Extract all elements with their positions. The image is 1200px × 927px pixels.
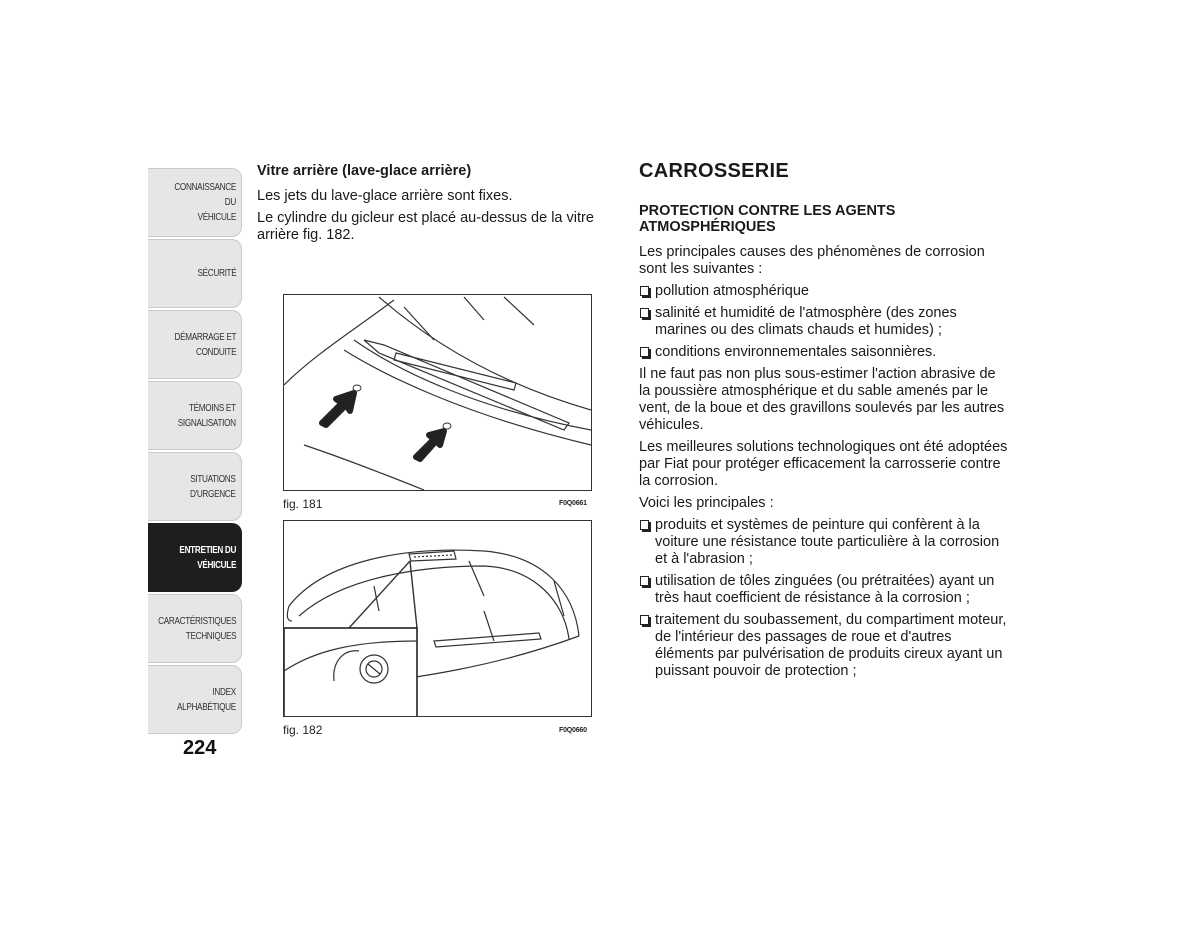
left-column bbox=[257, 163, 612, 249]
list-item bbox=[639, 283, 1009, 300]
figure-182-washer-cylinder bbox=[283, 520, 592, 717]
rear-window-illustration bbox=[284, 521, 591, 716]
paragraph: Les principales causes des phénomènes de corrosion sont les suivantes : bbox=[639, 244, 985, 277]
tab-label: SÉCURITÉ bbox=[197, 268, 236, 279]
paragraph: Il ne faut pas non plus sous-estimer l'action abrasive de la poussière atmosphérique et du sable amenés par le vent, de la boue et des gravillons soulevés par les autres véhicules. bbox=[639, 366, 1005, 433]
tab-label: CARACTÉRISTIQUES TECHNIQUES bbox=[157, 615, 236, 642]
figure-181-washer-jets bbox=[283, 294, 592, 491]
list-item-text: salinité et humidité de l'atmosphère (des zones marines ou des climats chauds et humides) ; bbox=[655, 305, 957, 338]
section-title: CARROSSERIE bbox=[639, 160, 789, 182]
tab-caracteristiques-techniques[interactable] bbox=[148, 594, 242, 663]
tab-temoins-et-signalisation[interactable] bbox=[148, 381, 242, 450]
paragraph: Les jets du lave-glace arrière sont fixes. bbox=[257, 188, 513, 204]
arrow-icon-1 bbox=[322, 393, 354, 425]
tab-label: TÉMOINS ET SIGNALISATION bbox=[177, 402, 236, 429]
tab-entretien-du-vehicule[interactable] bbox=[148, 523, 242, 592]
checkbox-bullet-icon bbox=[640, 576, 649, 586]
tab-connaissance-du-vehicule[interactable] bbox=[148, 168, 242, 237]
arrow-icon-2 bbox=[416, 431, 444, 459]
tab-label: ENTRETIEN DU VÉHICULE bbox=[179, 544, 236, 571]
list-item-text: traitement du soubassement, du compartiment moteur, de l'intérieur des passages de roue et d'autres éléments par pulvérisation de produits cireux ayant un puissant pouvoir de protection ; bbox=[655, 612, 1007, 679]
checkbox-bullet-icon bbox=[640, 615, 649, 625]
list-item bbox=[639, 573, 1009, 607]
tab-securite[interactable] bbox=[148, 239, 242, 308]
figure-code: F0Q0660 bbox=[559, 727, 587, 734]
tab-label: DÉMARRAGE ET CONDUITE bbox=[174, 331, 236, 358]
tab-situations-d-urgence[interactable] bbox=[148, 452, 242, 521]
subsection-title: PROTECTION CONTRE LES AGENTS ATMOSPHÉRIQUES bbox=[639, 203, 896, 235]
wiper-illustration bbox=[284, 295, 591, 490]
subheading-rear-washer: Vitre arrière (lave-glace arrière) bbox=[257, 163, 472, 179]
checkbox-bullet-icon bbox=[640, 308, 649, 318]
list-item-text: conditions environnementales saisonnières. bbox=[655, 344, 937, 360]
tab-label: SITUATIONS D'URGENCE bbox=[190, 473, 236, 500]
tab-index-alphabetique[interactable] bbox=[148, 665, 242, 734]
checkbox-bullet-icon bbox=[640, 520, 649, 530]
list-item-text: utilisation de tôles zinguées (ou prétraitées) ayant un très haut coefficient de résistance à la corrosion ; bbox=[655, 573, 995, 606]
checkbox-bullet-icon bbox=[640, 286, 649, 296]
list-item-text: pollution atmosphérique bbox=[655, 283, 809, 299]
figure-code: F0Q0661 bbox=[559, 500, 587, 507]
figure-caption: fig. 182 bbox=[283, 723, 323, 737]
right-column bbox=[639, 160, 1009, 685]
paragraph: Voici les principales : bbox=[639, 495, 774, 511]
tab-label: CONNAISSANCE DU VÉHICULE bbox=[174, 182, 236, 223]
list-item bbox=[639, 612, 1009, 680]
paragraph: Les meilleures solutions technologiques ont été adoptées par Fiat pour protéger efficacement la carrosserie contre la corrosion. bbox=[639, 439, 1008, 489]
list-item-text: produits et systèmes de peinture qui confèrent à la voiture une résistance toute particulière à la corrosion et à l'abrasion ; bbox=[655, 517, 1000, 567]
checkbox-bullet-icon bbox=[640, 347, 649, 357]
list-item bbox=[639, 344, 1009, 361]
list-item bbox=[639, 305, 1009, 339]
figure-caption: fig. 181 bbox=[283, 497, 323, 511]
list-item bbox=[639, 517, 1009, 568]
tab-demarrage-et-conduite[interactable] bbox=[148, 310, 242, 379]
tab-label: INDEX ALPHABÉTIQUE bbox=[177, 686, 236, 713]
paragraph: Le cylindre du gicleur est placé au-dessus de la vitre arrière fig. 182. bbox=[257, 210, 594, 243]
page-number: 224 bbox=[183, 737, 217, 759]
